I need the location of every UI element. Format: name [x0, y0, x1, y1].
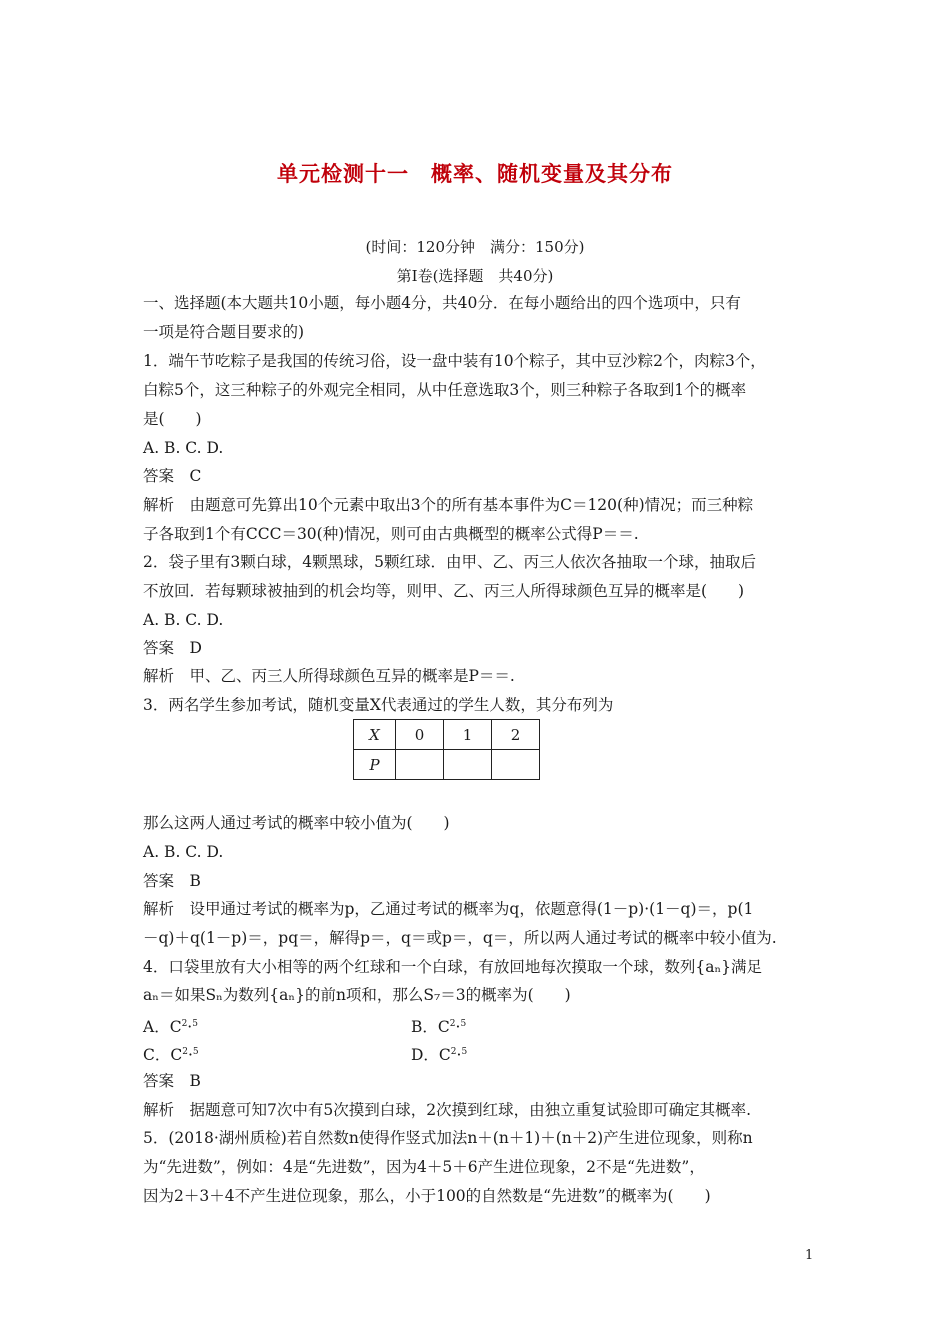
option-b: B．$C^2\cdot^5$ [411, 1018, 467, 1036]
page-title: 单元检测十一 概率、随机变量及其分布 [277, 162, 673, 186]
analysis-line: 解析 由题意可先算出10个元素中取出3个的所有基本事件为C＝120(种)情况；而三种粽 [143, 496, 754, 514]
table-cell [492, 750, 540, 780]
question-4: 4．口袋里放有大小相等的两个红球和一个白球，有放回地每次摸取一个球，数列{aₙ}满足 [143, 958, 763, 976]
text-line: 为“先进数”，例如：4是“先进数”，因为4＋5＋6产生进位现象，2不是“先进数”， [143, 1158, 705, 1176]
text-line: －q)＋q(1－p)＝，pq＝，解得p＝，q＝或p＝，q＝，所以两人通过考试的概率中较小值为. [143, 929, 777, 947]
analysis-line: 解析 据题意可知7次中有5次摸到白球，2次摸到红球，由独立重复试验即可确定其概率. [143, 1101, 752, 1119]
answer-line: 答案 B [143, 1072, 201, 1090]
text-line: 不放回．若每颗球被抽到的机会均等，则甲、乙、丙三人所得球颜色互异的概率是( ) [143, 582, 745, 600]
analysis-line: 解析 设甲通过考试的概率为p，乙通过考试的概率为q，依题意得(1－p)·(1－q)＝，p(1 [143, 900, 754, 918]
text-line: 那么这两人通过考试的概率中较小值为( ) [143, 814, 450, 832]
text-line: 白粽5个，这三种粽子的外观完全相同，从中任意选取3个，则三种粽子各取到1个的概率 [143, 381, 747, 399]
table-cell: 1 [444, 720, 492, 750]
table-cell: X [354, 720, 396, 750]
option-a: A．$C^2\cdot^5$ [143, 1018, 198, 1036]
table-row [354, 750, 540, 780]
table-cell: 0 [396, 720, 444, 750]
table-cell: P [354, 750, 396, 780]
table-cell: 2 [492, 720, 540, 750]
text-line: 一项是符合题目要求的) [143, 323, 305, 341]
question-1: 1．端午节吃粽子是我国的传统习俗，设一盘中装有10个粽子，其中豆沙粽2个，肉粽3个， [143, 352, 766, 370]
options-line: A. B. C. D. [143, 611, 224, 629]
page-number: 1 [805, 1248, 814, 1263]
question-3: 3．两名学生参加考试，随机变量X代表通过的学生人数，其分布列为 [143, 696, 614, 714]
text-line: 是( ) [143, 410, 202, 428]
answer-line: 答案 B [143, 872, 201, 890]
question-2: 2．袋子里有3颗白球，4颗黑球，5颗红球．由甲、乙、丙三人依次各抽取一个球，抽取后 [143, 553, 756, 571]
text-line: 因为2＋3＋4不产生进位现象，那么，小于100的自然数是“先进数”的概率为( ) [143, 1187, 711, 1205]
text-line: 一、选择题(本大题共10小题，每小题4分，共40分．在每小题给出的四个选项中，只有 [143, 294, 741, 312]
answer-line: 答案 D [143, 639, 202, 657]
table-row [354, 720, 540, 750]
options-line: A. B. C. D. [143, 843, 224, 861]
option-c: C．$C^2\cdot^5$ [143, 1046, 199, 1064]
time-info: (时间：120分钟 满分：150分) [365, 238, 585, 256]
text-line: 子各取到1个有CCC＝30(种)情况，则可由古典概型的概率公式得P＝＝. [143, 525, 639, 543]
options-line: A. B. C. D. [143, 439, 224, 457]
text-line: aₙ＝如果Sₙ为数列{aₙ}的前n项和，那么S₇＝3的概率为( ) [143, 986, 571, 1004]
analysis-line: 解析 甲、乙、丙三人所得球颜色互异的概率是P＝＝. [143, 667, 515, 685]
distribution-table [353, 719, 540, 780]
table-cell [396, 750, 444, 780]
table-cell [444, 750, 492, 780]
option-d: D．$C^2\cdot^5$ [411, 1046, 468, 1064]
section-header: 第Ⅰ卷(选择题 共40分) [396, 267, 554, 285]
answer-line: 答案 C [143, 467, 202, 485]
question-5: 5．(2018·湖州质检)若自然数n使得作竖式加法n＋(n＋1)＋(n＋2)产生进位现象，则称n [143, 1129, 753, 1147]
